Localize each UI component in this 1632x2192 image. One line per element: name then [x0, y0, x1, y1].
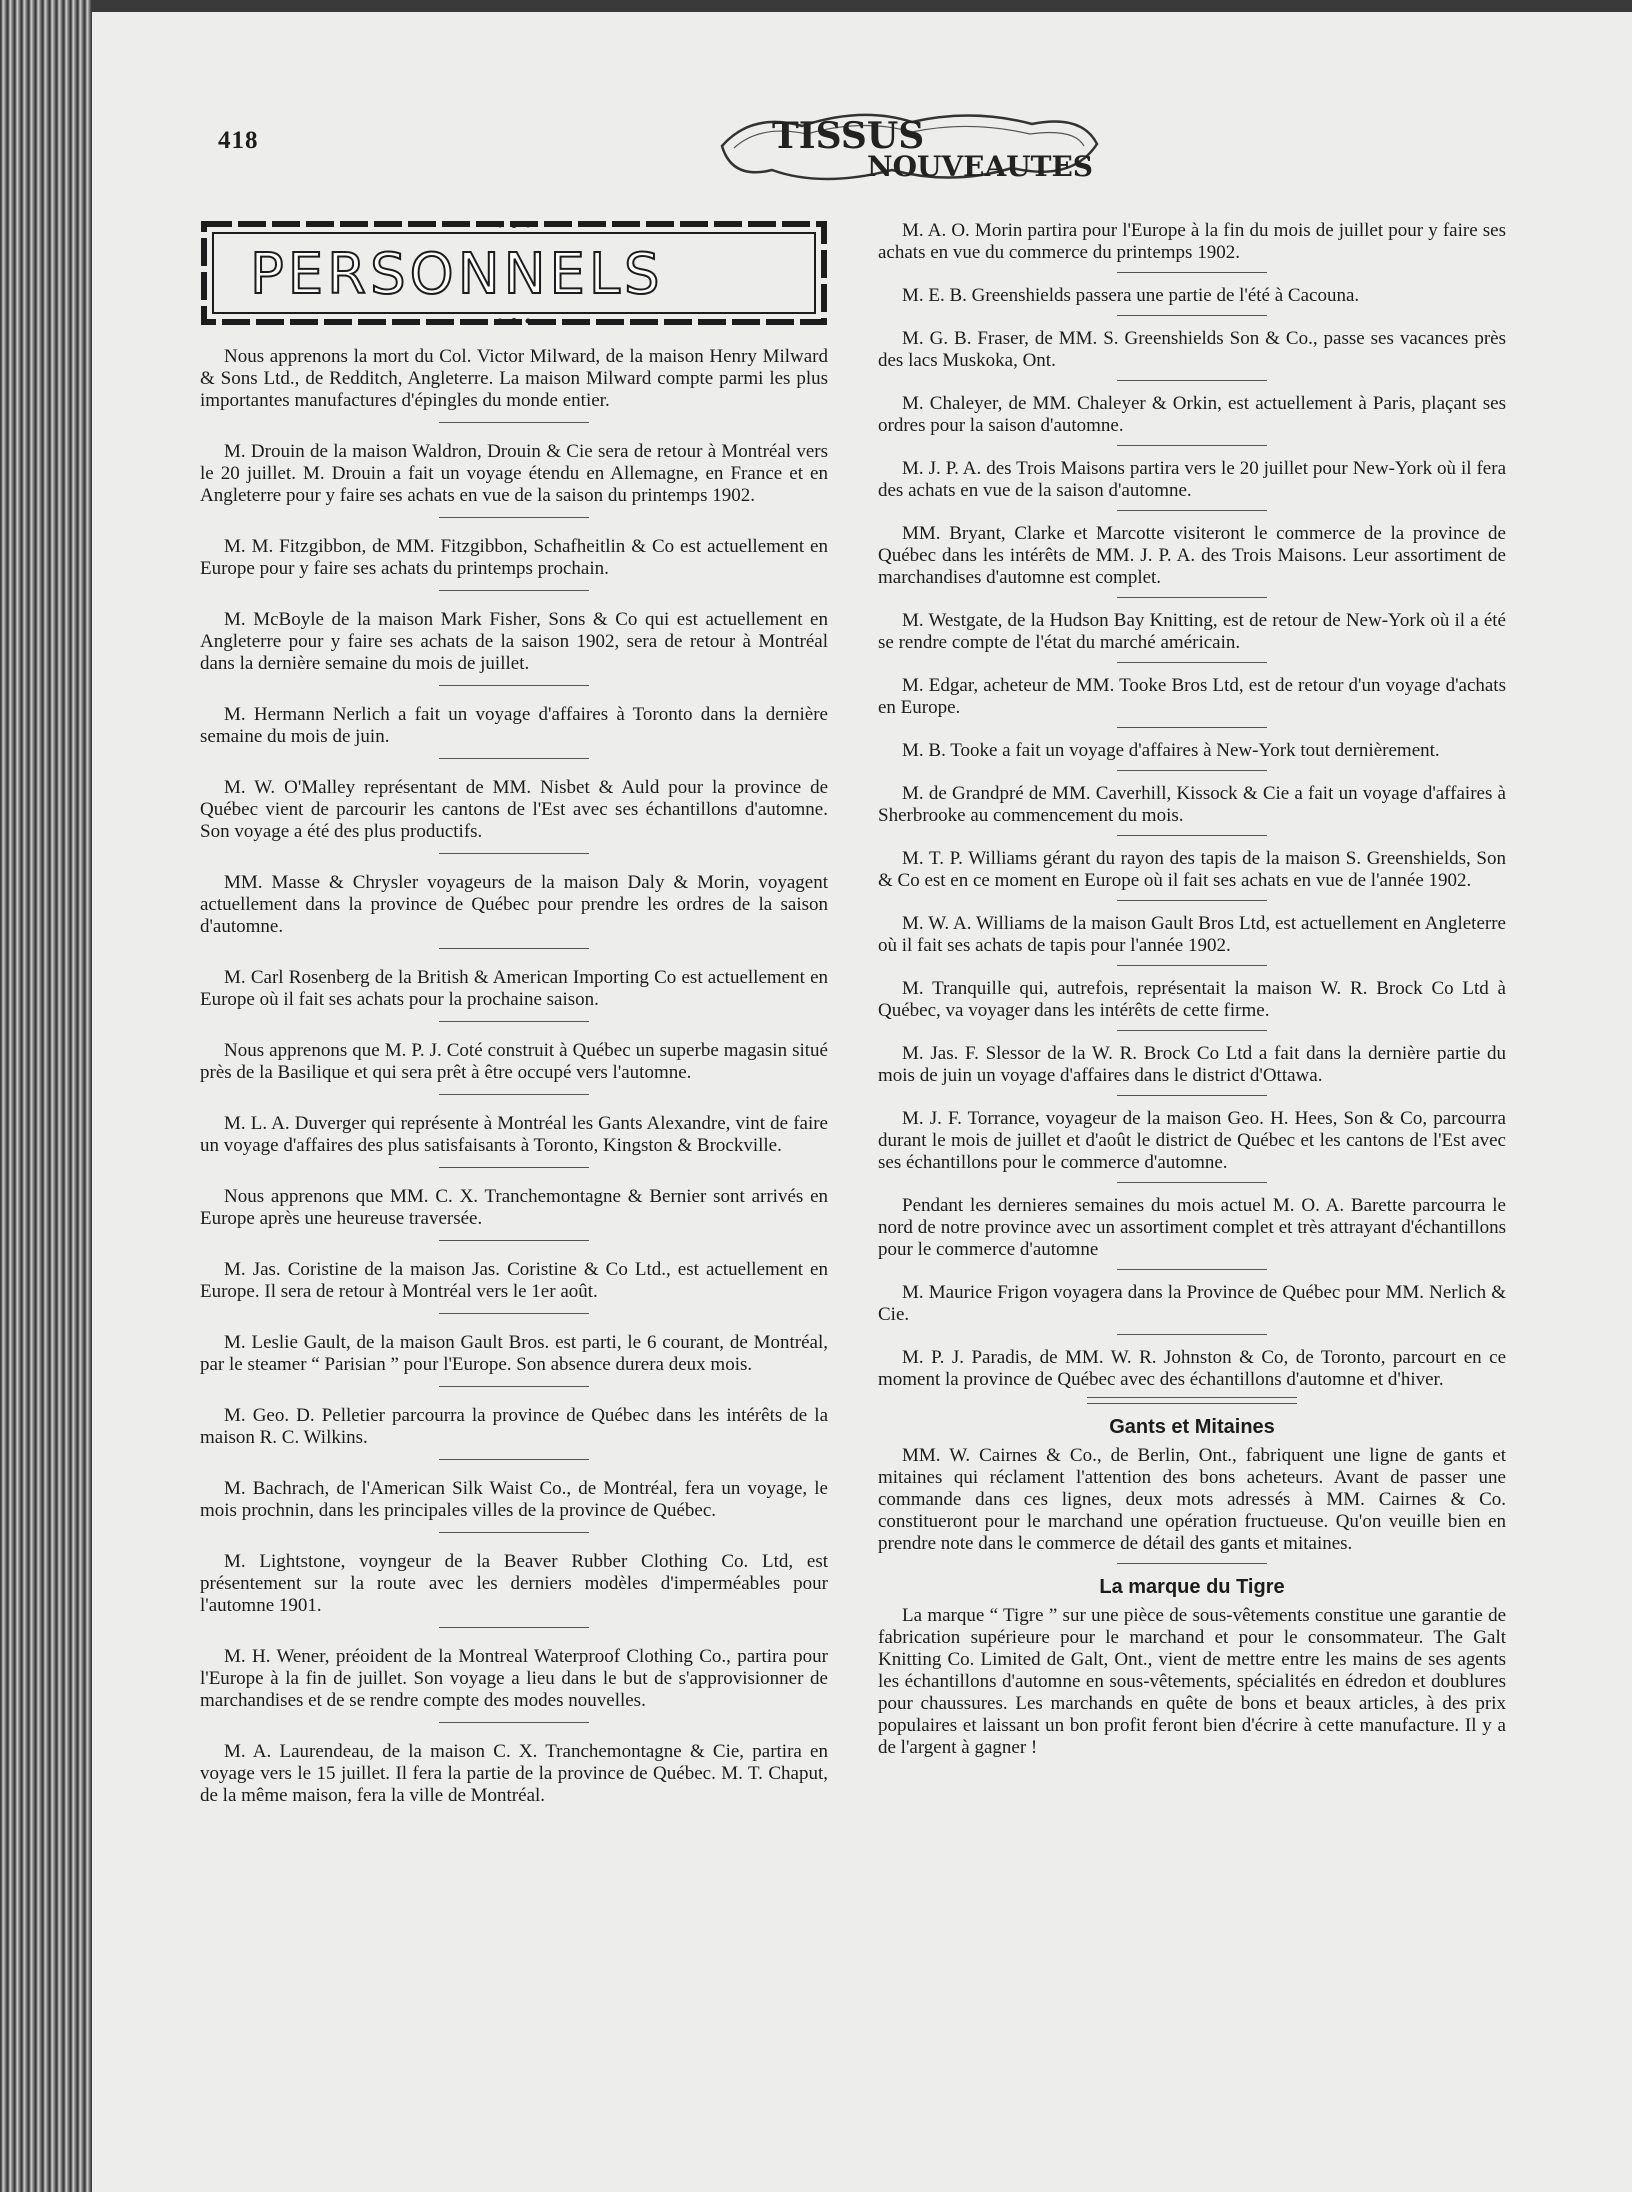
- item-divider: [1117, 835, 1267, 836]
- item-divider: [1117, 1030, 1267, 1031]
- news-item: M. de Grandpré de MM. Caverhill, Kissock & Cie a fait un voyage d'affaires à Sherbrooke au commencement du mois.: [878, 783, 1506, 826]
- news-item: Nous apprenons que MM. C. X. Tranchemontagne & Bernier sont arrivés en Europe après une heureuse traversée.: [200, 1186, 828, 1229]
- news-item: M. A. O. Morin partira pour l'Europe à la fin du mois de juillet pour y faire ses achats en vue du commerce du printemps 1902.: [878, 220, 1506, 263]
- tigre-body: La marque “ Tigre ” sur une pièce de sous-vêtements constitue une garantie de fabrication supérieure pour le marchand et pour le consommateur. The Galt Knitting Co. Limited de Galt, Ont., vient de mettre entre les mains de ses agents les échantillons d'automne en sous-vêtements, spécialités en édredon et doublures pour chaussures. Les marchands en quête de bons et beaux articles, à des prix populaires et laissant un bon profit feront bien d'écrire à cette manufacture. Il y a de l'argent à gagner !: [878, 1605, 1506, 1758]
- item-divider: [1117, 900, 1267, 901]
- item-divider: [1117, 1269, 1267, 1270]
- item-divider: [439, 948, 589, 949]
- news-item: M. A. Laurendeau, de la maison C. X. Tranchemontagne & Cie, partira en voyage vers le 15 juillet. Il fera la partie de la province de Québec. M. T. Chaput, de la même maison, fera la ville de Montréal.: [200, 1741, 828, 1806]
- news-item: M. G. B. Fraser, de MM. S. Greenshields Son & Co., passe ses vacances près des lacs Muskoka, Ont.: [878, 328, 1506, 371]
- item-divider: [439, 1459, 589, 1460]
- item-divider: [439, 1532, 589, 1533]
- item-divider: [439, 1313, 589, 1314]
- news-item: M. McBoyle de la maison Mark Fisher, Sons & Co qui est actuellement en Angleterre pour y faire ses achats de la saison 1902, sera de retour à Montréal dans la dernière semaine du mois de juillet.: [200, 609, 828, 674]
- item-divider: [1117, 315, 1267, 316]
- right-news-list: [878, 220, 1506, 1391]
- left-news-list: [200, 346, 828, 1807]
- item-divider: [1117, 662, 1267, 663]
- news-item: M. Tranquille qui, autrefois, représentait la maison W. R. Brock Co Ltd à Québec, va voyager dans les intérêts de cette firme.: [878, 978, 1506, 1021]
- item-divider: [1117, 770, 1267, 771]
- magazine-page: [92, 12, 1632, 2192]
- section-title: PERSONNELS: [250, 242, 664, 307]
- item-divider: [439, 758, 589, 759]
- item-divider: [439, 1722, 589, 1723]
- news-item: Nous apprenons que M. P. J. Coté construit à Québec un superbe magasin situé près de la Basilique et qui sera prêt à être occupé vers l'automne.: [200, 1040, 828, 1083]
- item-divider: [439, 1240, 589, 1241]
- news-item: M. W. A. Williams de la maison Gault Bros Ltd, est actuellement en Angleterre où il fait ses achats de tapis pour l'année 1902.: [878, 913, 1506, 956]
- gants-heading: Gants et Mitaines: [1109, 1416, 1275, 1438]
- masthead-top-text: TISSUS: [772, 115, 925, 157]
- section-banner: [200, 220, 828, 326]
- item-divider: [439, 517, 589, 518]
- item-divider: [439, 1386, 589, 1387]
- item-divider: [439, 1167, 589, 1168]
- news-item: M. H. Wener, préoident de la Montreal Waterproof Clothing Co., partira pour l'Europe à la fin de juillet. Son voyage a lieu dans le but de s'approvisionner de marchandises et de se rendre compte des modes nouvelles.: [200, 1646, 828, 1711]
- news-item: M. W. O'Malley représentant de MM. Nisbet & Auld pour la province de Québec vient de parcourir les cantons de l'Est avec ses échantillons d'automne. Son voyage a été des plus productifs.: [200, 777, 828, 842]
- news-item: M. E. B. Greenshields passera une partie de l'été à Cacouna.: [902, 285, 1360, 306]
- item-divider: [1117, 965, 1267, 966]
- news-item: M. L. A. Duverger qui représente à Montréal les Gants Alexandre, vint de faire un voyage d'affaires des plus satisfaisants à Toronto, Kingston & Brockville.: [200, 1113, 828, 1156]
- news-item: M. Jas. F. Slessor de la W. R. Brock Co Ltd a fait dans la dernière partie du mois de juin un voyage d'affaires dans le district d'Ottawa.: [878, 1043, 1506, 1086]
- news-item: M. Chaleyer, de MM. Chaleyer & Orkin, est actuellement à Paris, plaçant ses ordres pour la saison d'automne.: [878, 393, 1506, 436]
- book-page-edges: [0, 0, 92, 2192]
- news-item: MM. Masse & Chrysler voyageurs de la maison Daly & Morin, voyagent actuellement dans la province de Québec pour prendre les ordres de la saison d'automne.: [200, 872, 828, 937]
- item-divider: [1117, 510, 1267, 511]
- news-item: MM. Bryant, Clarke et Marcotte visiteront le commerce de la province de Québec dans les intérêts de MM. J. P. A. des Trois Maisons. Leur assortiment de marchandises d'automne est complet.: [878, 523, 1506, 588]
- masthead-bottom-text: NOUVEAUTES: [867, 150, 1094, 183]
- item-divider: [1117, 597, 1267, 598]
- item-divider: [1117, 272, 1267, 273]
- tigre-heading: La marque du Tigre: [1099, 1576, 1285, 1598]
- item-divider: [1117, 380, 1267, 381]
- news-item: Pendant les dernieres semaines du mois actuel M. O. A. Barette parcourra le nord de notre province avec un assortiment complet et très attrayant d'échantillons pour le commerce d'automne: [878, 1195, 1506, 1260]
- news-item: M. Hermann Nerlich a fait un voyage d'affaires à Toronto dans la dernière semaine du mois de juin.: [200, 704, 828, 747]
- item-divider: [1117, 1334, 1267, 1335]
- gants-body: MM. W. Cairnes & Co., de Berlin, Ont., fabriquent une ligne de gants et mitaines qui réclament l'attention des bons acheteurs. Avant de passer une commande dans ces lignes, deux mots adressés à MM. Cairnes & Co. constitueront pour le marchand une opération fructueuse. Qu'on veuille bien en prendre note dans le commerce de détail des gants et mitaines.: [878, 1445, 1506, 1554]
- item-divider: [439, 1627, 589, 1628]
- news-item: M. Westgate, de la Hudson Bay Knitting, est de retour de New-York où il a été se rendre compte de l'état du marché américain.: [878, 610, 1506, 653]
- news-item: M. Drouin de la maison Waldron, Drouin & Cie sera de retour à Montréal vers le 20 juillet. M. Drouin a fait un voyage étendu en Allemagne, en France et en Angleterre pour y faire ses achats en vue de la saison du printemps 1902.: [200, 441, 828, 506]
- left-column: [200, 220, 828, 1807]
- item-divider: [439, 590, 589, 591]
- item-divider: [1117, 445, 1267, 446]
- item-divider: [439, 853, 589, 854]
- item-divider: [439, 1094, 589, 1095]
- news-item: M. Geo. D. Pelletier parcourra la province de Québec dans les intérêts de la maison R. C. Wilkins.: [200, 1405, 828, 1448]
- news-item: M. Jas. Coristine de la maison Jas. Coristine & Co Ltd., est actuellement en Europe. Il sera de retour à Montréal vers le 1er août.: [200, 1259, 828, 1302]
- item-divider: [1117, 727, 1267, 728]
- page-number: 418: [218, 127, 259, 154]
- news-item: M. M. Fitzgibbon, de MM. Fitzgibbon, Schafheitlin & Co est actuellement en Europe pour y faire ses achats du printemps prochain.: [200, 536, 828, 579]
- news-item: M. J. F. Torrance, voyageur de la maison Geo. H. Hees, Son & Co, parcourra durant le mois de juillet et d'août le district de Québec et les cantons de l'Est avec ses échantillons pour le commerce d'automne.: [878, 1108, 1506, 1173]
- news-item: M. Edgar, acheteur de MM. Tooke Bros Ltd, est de retour d'un voyage d'achats en Europe.: [878, 675, 1506, 718]
- news-item: M. Maurice Frigon voyagera dans la Province de Québec pour MM. Nerlich & Cie.: [878, 1282, 1506, 1325]
- news-item: M. P. J. Paradis, de MM. W. R. Johnston & Co, de Toronto, parcourt en ce moment la province de Québec avec des échantillons d'automne et d'hiver.: [878, 1347, 1506, 1390]
- news-item: M. T. P. Williams gérant du rayon des tapis de la maison S. Greenshields, Son & Co est en ce moment en Europe où il fait ses achats en vue de l'année 1902.: [878, 848, 1506, 891]
- news-item: M. Leslie Gault, de la maison Gault Bros. est parti, le 6 courant, de Montréal, par le steamer “ Parisian ” pour l'Europe. Son absence durera deux mois.: [200, 1332, 828, 1375]
- news-item: Nous apprenons la mort du Col. Victor Milward, de la maison Henry Milward & Sons Ltd., de Redditch, Angleterre. La maison Milward compte parmi les plus importantes manufactures d'épingles du monde entier.: [200, 346, 828, 411]
- news-item: M. Lightstone, voyngeur de la Beaver Rubber Clothing Co. Ltd, est présentement sur la route avec les derniers modèles d'imperméables pour l'automne 1901.: [200, 1551, 828, 1616]
- item-divider: [1117, 1182, 1267, 1183]
- item-divider: [439, 685, 589, 686]
- item-divider: [1117, 1563, 1267, 1564]
- item-divider: [1117, 1095, 1267, 1096]
- item-divider: [439, 1021, 589, 1022]
- news-item: M. Bachrach, de l'American Silk Waist Co., de Montréal, fera un voyage, le mois prochnin, dans les principales villes de la province de Québec.: [200, 1478, 828, 1521]
- right-column: [878, 220, 1506, 1759]
- section-divider: [1087, 1397, 1297, 1404]
- news-item: M. J. P. A. des Trois Maisons partira vers le 20 juillet pour New-York où il fera des achats en vue de la saison d'automne.: [878, 458, 1506, 501]
- masthead-logo: [712, 104, 1102, 189]
- item-divider: [439, 422, 589, 423]
- news-item: M. B. Tooke a fait un voyage d'affaires à New-York tout dernièrement.: [902, 740, 1440, 761]
- news-item: M. Carl Rosenberg de la British & American Importing Co est actuellement en Europe où il fait ses achats pour la prochaine saison.: [200, 967, 828, 1010]
